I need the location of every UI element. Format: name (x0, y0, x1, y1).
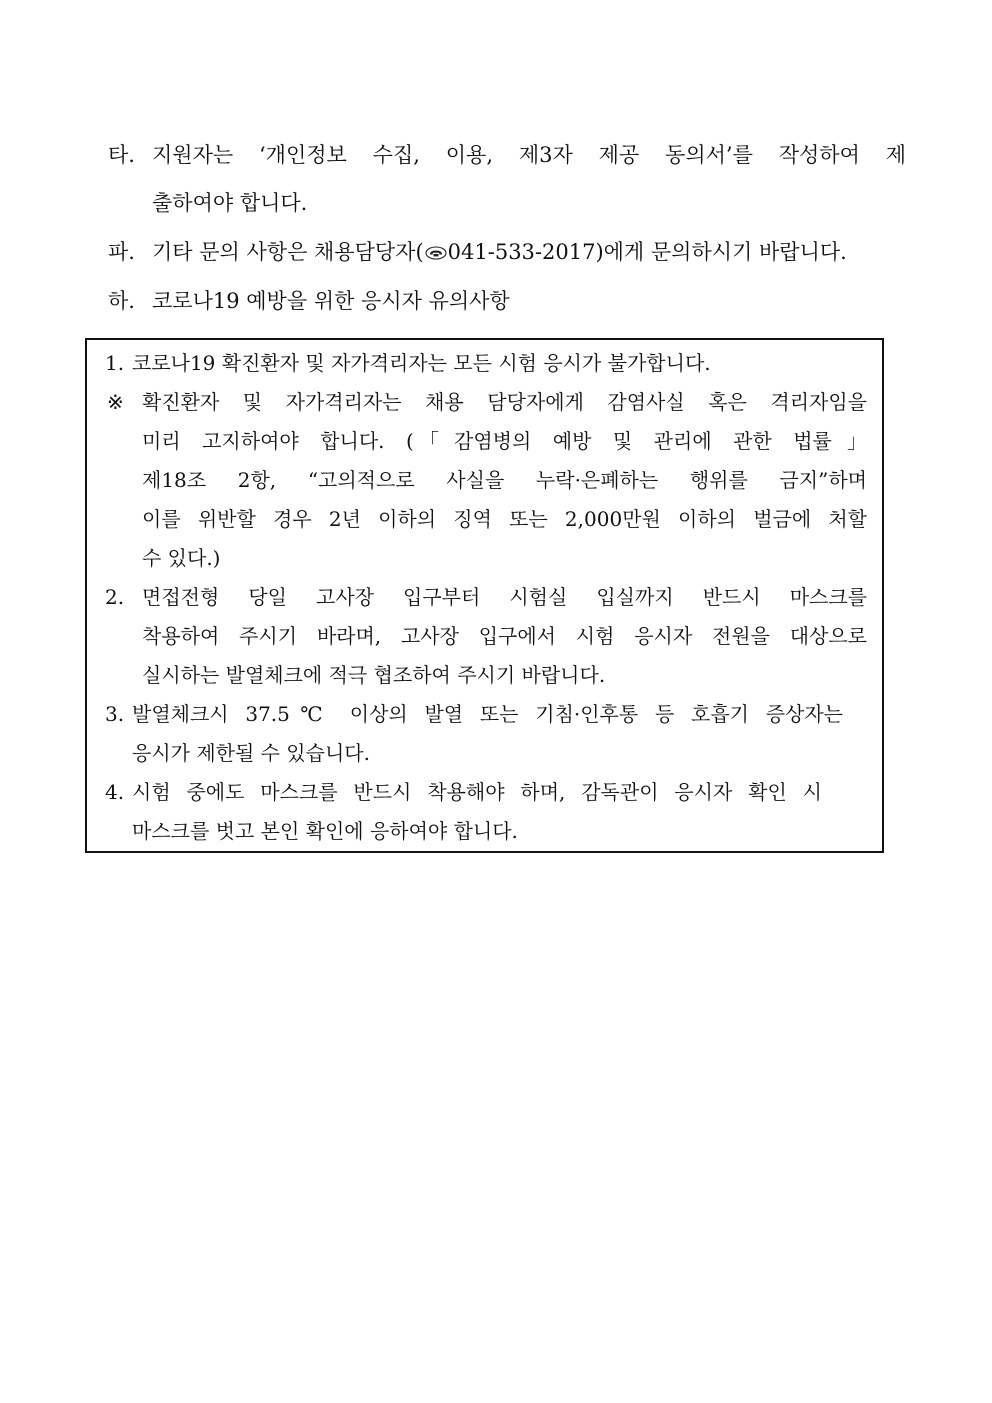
item-pa-text-before: 기타 문의 사항은 채용담당자( (152, 240, 424, 264)
notice-point-2-marker: 2. (105, 585, 125, 609)
notice-note-marker: ※ (107, 390, 124, 414)
item-ha-marker: 하. (108, 289, 135, 313)
notice-note-line-3: 제18조 2항, “고의적으로 사실을 누락·은폐하는 행위를 금지”하며 (142, 468, 867, 492)
notice-note-line-2: 미리 고지하여야 합니다. (「감염병의 예방 및 관리에 관한 법률」 (142, 429, 867, 453)
notice-point-2-line-3: 실시하는 발열체크에 적극 협조하여 주시기 바랍니다. (142, 663, 606, 687)
notice-note-line-1: 확진환자 및 자가격리자는 채용 담당자에게 감염사실 혹은 격리자임을 (142, 390, 867, 414)
telephone-icon (425, 246, 447, 260)
notice-point-1-line-1: 코로나19 확진환자 및 자가격리자는 모든 시험 응시가 불가합니다. (132, 351, 711, 375)
covid-notice-box (85, 338, 884, 853)
item-pa-marker: 파. (108, 240, 135, 264)
notice-point-3-marker: 3. (105, 702, 125, 726)
notice-point-2-line-1: 면접전형 당일 고사장 입구부터 시험실 입실까지 반드시 마스크를 (142, 585, 867, 609)
notice-point-3-line-2: 응시가 제한될 수 있습니다. (132, 741, 370, 765)
notice-point-4-line-1: 시험 중에도 마스크를 반드시 착용해야 하며, 감독관이 응시자 확인 시 (132, 780, 822, 804)
item-pa-line (152, 228, 847, 276)
notice-point-1-marker: 1. (105, 351, 125, 375)
item-pa-text-after: 041-533-2017)에게 문의하시기 바랍니다. (447, 240, 847, 264)
notice-note-line-5: 수 있다.) (142, 546, 221, 570)
item-ta-line-1: 지원자는 ‘개인정보 수집, 이용, 제3자 제공 동의서’를 작성하여 제 (152, 143, 906, 167)
notice-point-4-marker: 4. (105, 780, 125, 804)
notice-point-4-line-2: 마스크를 벗고 본인 확인에 응하여야 합니다. (132, 819, 518, 843)
item-ta-marker: 타. (108, 143, 135, 167)
notice-note-line-4: 이를 위반할 경우 2년 이하의 징역 또는 2,000만원 이하의 벌금에 처할 (142, 507, 867, 531)
notice-point-2-line-2: 착용하여 주시기 바라며, 고사장 입구에서 시험 응시자 전원을 대상으로 (142, 624, 867, 648)
item-ta-line-2: 출하여야 합니다. (152, 191, 308, 215)
notice-point-3-line-1: 발열체크시 37.5℃ 이상의 발열 또는 기침·인후통 등 호흡기 증상자는 (132, 702, 843, 726)
item-ha-text: 코로나19 예방을 위한 응시자 유의사항 (152, 289, 510, 313)
